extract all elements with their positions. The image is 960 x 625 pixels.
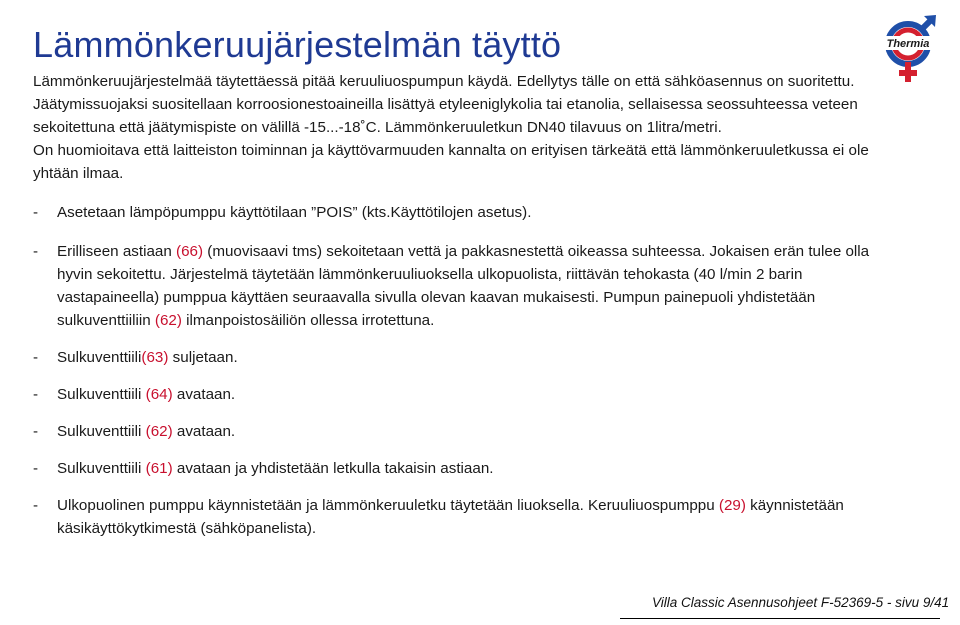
list-item-text: Asetetaan lämpöpumppu käyttötilaan ”POIS” (kts.Käyttötilojen asetus). — [57, 204, 532, 221]
list-item — [33, 240, 903, 332]
reference-number: (29) — [718, 497, 746, 514]
list-dash: - — [33, 243, 39, 260]
logo-text: Thermia — [886, 38, 930, 50]
list-item-text: Sulkuventtiili (61) avataan ja yhdistetään letkulla takaisin astiaan. — [57, 460, 494, 477]
list-dash: - — [33, 497, 39, 514]
list-item-text: Erilliseen astiaan (66) (muovisaavi tms) sekoitetaan vettä ja pakkasnestettä oikeassa suhteessa. Jokaisen erän tulee olla hyvin sekoitettu. Järjestelmä täytetään lämmönkeruuliuoksella ulkopuolista, riittävän tehokasta (40 l/min 2 barin vastapaineella) pumppua käyttäen seuraavalla sivulla olevan kaavan mukaisesti. Pumpun painepuoli yhdistetään sulkuventtiiliin (62) ilmanpoistosäiliön ollessa irrotettuna. — [57, 243, 870, 329]
reference-number: (66) — [176, 243, 204, 260]
list-dash: - — [33, 386, 39, 403]
paragraph-power-requirement: Lämmönkeruujärjestelmää täytettäessä pitää keruuliuospumpun käydä. Edellytys tälle on että sähköasennus on suoritettu. — [33, 73, 855, 90]
reference-number: (63) — [141, 349, 169, 366]
list-item — [33, 420, 903, 443]
reference-number: (62) — [145, 423, 173, 440]
list-dash: - — [33, 204, 39, 221]
page-title: Lämmönkeruujärjestelmän täyttö — [33, 24, 562, 65]
page-footer: Villa Classic Asennusohjeet F-52369-5 - sivu 9/41 — [652, 595, 950, 610]
reference-number: (61) — [145, 460, 173, 477]
list-dash: - — [33, 349, 39, 366]
reference-number: (62) — [154, 312, 182, 329]
body-content — [33, 70, 903, 540]
list-item — [33, 383, 903, 406]
list-item — [33, 201, 903, 224]
reference-number: (64) — [145, 386, 173, 403]
list-item — [33, 494, 903, 540]
list-item-text: Ulkopuolinen pumppu käynnistetään ja lämmönkeruuletku täytetään liuoksella. Keruuliuospumppu (29) käynnistetään käsikäyttökytkimestä (sähköpanelista). — [57, 497, 844, 537]
list-item — [33, 457, 903, 480]
list-dash: - — [33, 460, 39, 477]
list-dash: - — [33, 423, 39, 440]
list-item-text: Sulkuventtiili(63) suljetaan. — [57, 349, 238, 366]
footer-rule — [620, 618, 940, 619]
list-item — [33, 346, 903, 369]
list-item-text: Sulkuventtiili (64) avataan. — [57, 386, 236, 403]
paragraph-no-air: On huomioitava että laitteiston toiminnan ja käyttövarmuuden kannalta on erityisen tärkeätä että lämmönkeruuletkussa ei ole yhtään ilmaa. — [33, 142, 869, 182]
list-item-text: Sulkuventtiili (62) avataan. — [57, 423, 236, 440]
paragraph-antifreeze: Jäätymissuojaksi suositellaan korroosionestoaineilla lisättyä etyleeniglykolia tai etanolia, sellaisessa seossuhteessa veteen sekoitettuna että jäätymispiste on välillä -15...-18˚C. Lämmönkeruuletkun DN40 tilavuus on 1litra/metri. — [33, 96, 858, 136]
